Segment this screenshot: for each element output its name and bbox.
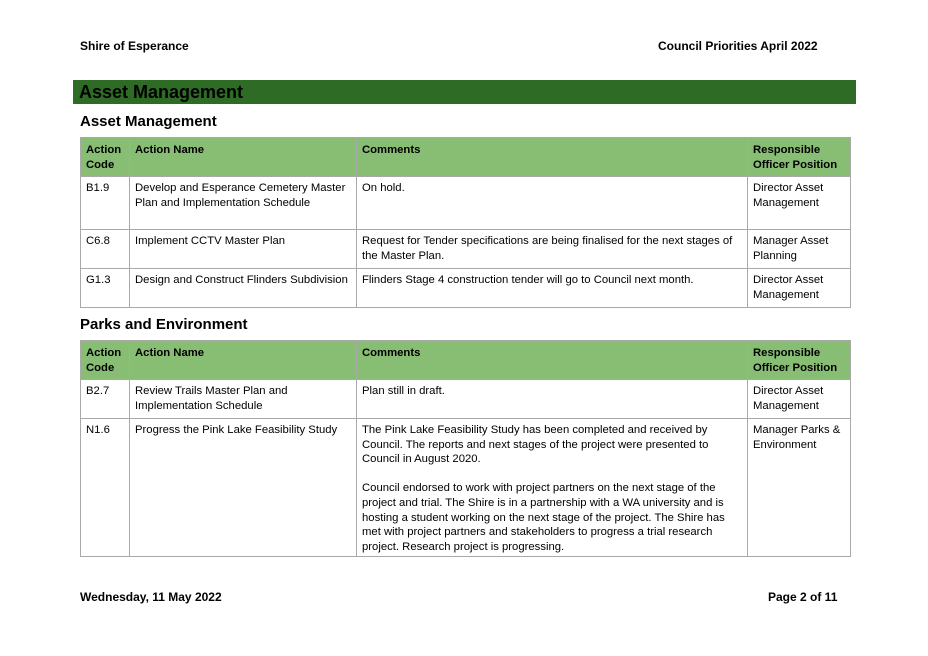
action-code: C6.8 [81,230,130,269]
comment-paragraph: Request for Tender specifications are being finalised for the next stages of the Master Plan. [362,235,733,262]
header-report-title: Council Priorities April 2022 [658,39,818,53]
table-row [81,177,851,230]
action-name: Progress the Pink Lake Feasibility Study [130,419,357,557]
header-organisation: Shire of Esperance [80,39,189,53]
comment-paragraph: On hold. [362,182,405,194]
comment-paragraph: Council endorsed to work with project partners on the next stage of the project and trial. The Shire is in a partnership with a WA university and is hosting a student working on the next stage of the project. The Shire has met with project partners and stakeholders to progress a trial research project. Research project is progressing. [362,482,725,553]
table-row [81,230,851,269]
table-row [81,380,851,419]
comment-paragraph: Flinders Stage 4 construction tender will go to Council next month. [362,274,694,286]
action-comments [357,380,748,419]
table-header-row [81,138,851,177]
column-header-action-code: Action Code [81,138,130,177]
action-name: Review Trails Master Plan and Implementation Schedule [130,380,357,419]
column-header-action-name: Action Name [130,341,357,380]
action-comments [357,230,748,269]
asset-management-table [80,137,851,308]
footer-date: Wednesday, 11 May 2022 [80,590,222,604]
footer-page-number: Page 2 of 11 [768,590,838,604]
action-comments [357,177,748,230]
column-header-comments: Comments [357,138,748,177]
table-row [81,419,851,557]
column-header-action-code: Action Code [81,341,130,380]
action-code: B2.7 [81,380,130,419]
section-title-parks-environment: Parks and Environment [80,316,248,333]
table-header-row [81,341,851,380]
section-banner: Asset Management [73,80,856,104]
table-row [81,269,851,308]
comment-paragraph: The Pink Lake Feasibility Study has been completed and received by Council. The reports and next stages of the project were presented to Council in August 2020. [362,424,709,466]
section-title-asset-management: Asset Management [80,113,217,130]
action-name: Develop and Esperance Cemetery Master Plan and Implementation Schedule [130,177,357,230]
action-code: G1.3 [81,269,130,308]
action-code: B1.9 [81,177,130,230]
column-header-officer: Responsible Officer Position [748,138,851,177]
action-comments [357,419,748,557]
column-header-officer: Responsible Officer Position [748,341,851,380]
column-header-action-name: Action Name [130,138,357,177]
comment-paragraph: Plan still in draft. [362,385,445,397]
column-header-comments: Comments [357,341,748,380]
action-name: Design and Construct Flinders Subdivision [130,269,357,308]
action-name: Implement CCTV Master Plan [130,230,357,269]
responsible-officer: Director Asset Management [748,269,851,308]
responsible-officer: Manager Asset Planning [748,230,851,269]
parks-environment-table [80,340,851,557]
action-code: N1.6 [81,419,130,557]
responsible-officer: Director Asset Management [748,177,851,230]
responsible-officer: Manager Parks & Environment [748,419,851,557]
action-comments [357,269,748,308]
responsible-officer: Director Asset Management [748,380,851,419]
